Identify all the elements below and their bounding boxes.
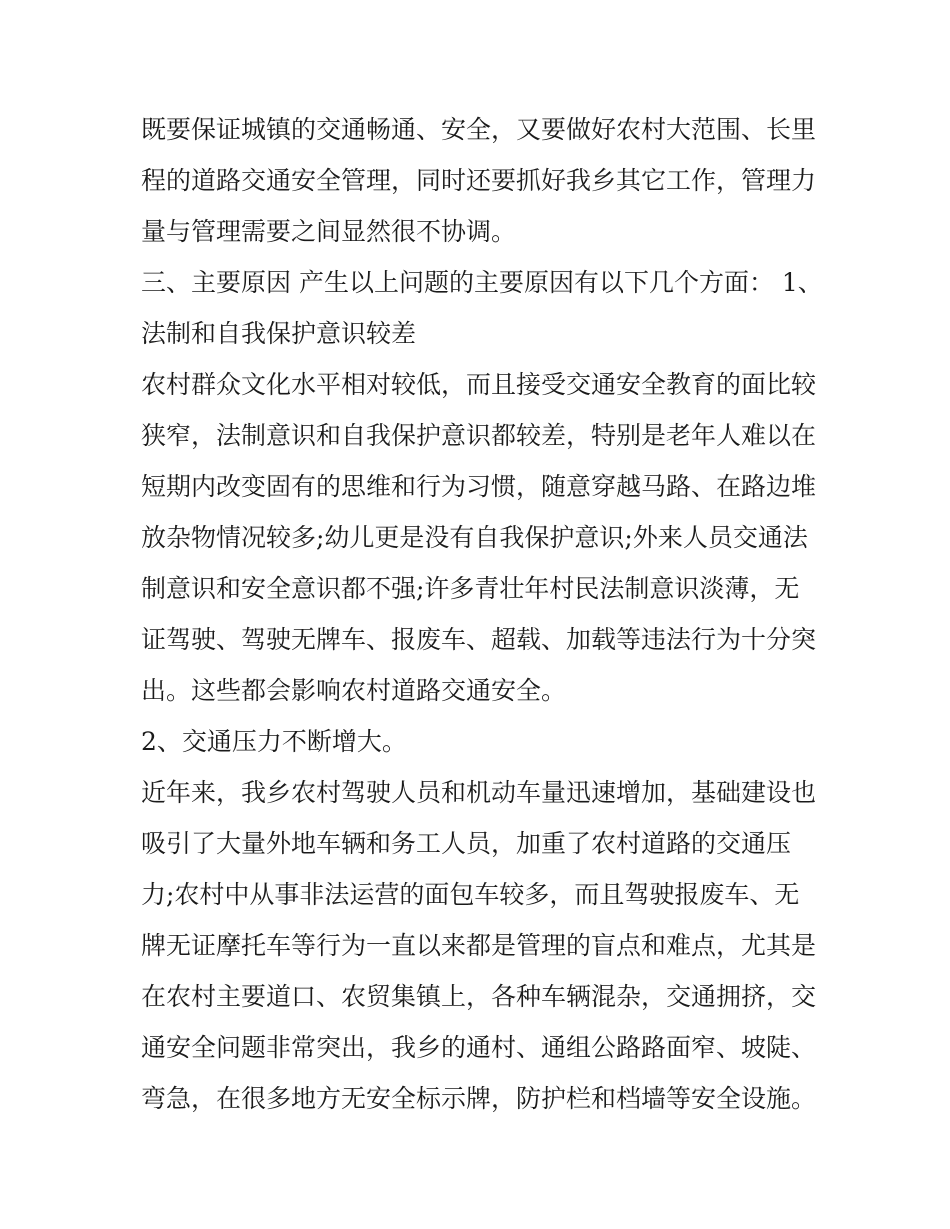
text-line: 近年来，我乡农村驾驶人员和机动车量迅速增加，基础建设也 [141,778,817,807]
text-line: 力;农村中从事非法运营的面包车较多，而且驾驶报废车、无 [141,880,800,909]
text-line: 在农村主要道口、农贸集镇上，各种车辆混杂，交通拥挤，交 [141,982,817,1011]
text-line: 证驾驶、驾驶无牌车、报废车、超载、加载等违法行为十分突 [141,625,817,654]
text-line: 弯急，在很多地方无安全标示牌，防护栏和档墙等安全设施。 [141,1084,817,1113]
text-line: 既要保证城镇的交通畅通、安全，又要做好农村大范围、长里 [141,115,817,144]
subheading-line: 法制和自我保护意识较差 [141,319,417,348]
text-line: 通安全问题非常突出，我乡的通村、通组公路路面窄、坡陡、 [141,1033,817,1062]
text-line: 制意识和安全意识都不强;许多青壮年村民法制意识淡薄，无 [141,574,800,603]
text-line: 程的道路交通安全管理，同时还要抓好我乡其它工作，管理力 [141,166,817,195]
text-line: 狭窄，法制意识和自我保护意识都较差，特别是老年人难以在 [141,421,817,450]
subheading-line: 2、交通压力不断增大。 [141,727,407,756]
section-heading-line: 三、主要原因 产生以上问题的主要原因有以下几个方面： 1、 [141,268,823,297]
text-line: 放杂物情况较多;幼儿更是没有自我保护意识;外来人员交通法 [141,523,808,552]
text-line: 农村群众文化水平相对较低，而且接受交通安全教育的面比较 [141,370,817,399]
text-line: 吸引了大量外地车辆和务工人员，加重了农村道路的交通压 [141,829,792,858]
text-line: 量与管理需要之间显然很不协调。 [141,217,517,246]
text-line: 出。这些都会影响农村道路交通安全。 [141,676,567,705]
text-line: 牌无证摩托车等行为一直以来都是管理的盲点和难点，尤其是 [141,931,817,960]
text-line: 短期内改变固有的思维和行为习惯，随意穿越马路、在路边堆 [141,472,817,501]
body-text [141,104,821,1124]
